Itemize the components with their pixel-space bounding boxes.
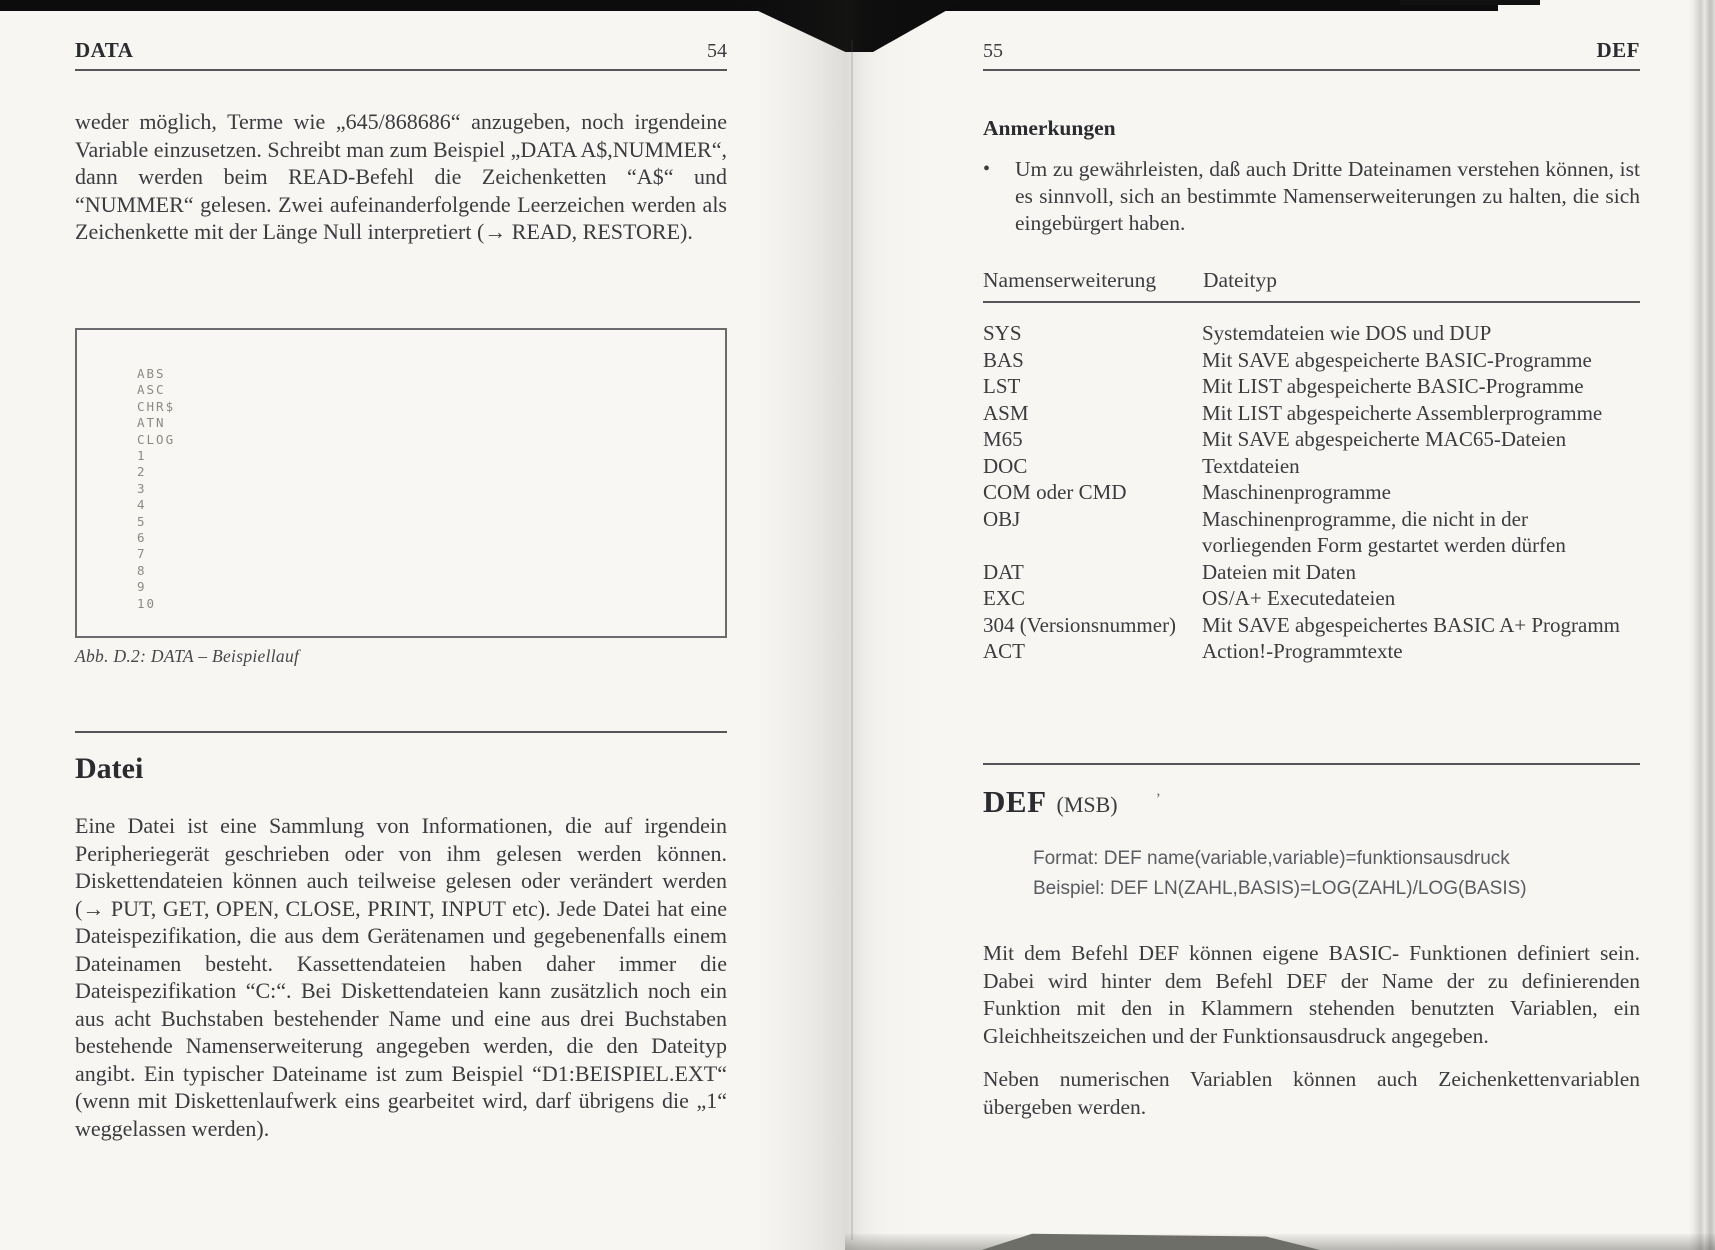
notes-heading: Anmerkungen [983, 116, 1116, 140]
listing-line: 6 [137, 530, 147, 546]
section-divider [75, 731, 727, 733]
def-paragraph-1: Mit dem Befehl DEF können eigene BASIC- Funktionen definiert sein. Dabei wird hinter dem Befehl DEF der Name der zu definierenden Funktion mit den in Klammern stehenden benutzten Variablen, ein Gleichheitszeichen und der Funktionsausdruck angegeben. [983, 941, 1640, 1048]
right-page-header [983, 38, 1640, 71]
listing-line: 4 [137, 497, 147, 513]
left-running-title: DATA [75, 38, 134, 62]
column-header-filetype: Dateityp [1203, 268, 1278, 292]
figure-listing [137, 366, 725, 612]
page-gutter-shadow [755, 0, 930, 1250]
def-paragraph-2: Neben numerischen Variablen können auch Zeichenkettenvariablen übergeben werden. [983, 1067, 1640, 1119]
table-row [983, 479, 1640, 506]
listing-line: 8 [137, 562, 147, 578]
table-row [983, 373, 1640, 400]
table-row [983, 559, 1640, 586]
listing-line: 9 [137, 579, 147, 595]
listing-line: ASC [137, 382, 166, 398]
table-row [983, 612, 1640, 639]
table-row [983, 400, 1640, 427]
def-command-heading [983, 784, 1640, 820]
table-cell-extension: 304 (Versionsnummer) [983, 612, 1177, 637]
table-cell-extension: DAT [983, 559, 1024, 584]
table-cell-filetype: Mit LIST abgespeicherte BASIC-Programme [1202, 374, 1584, 398]
page-stack-edge [1689, 0, 1715, 1250]
table-cell-filetype: Textdateien [1202, 453, 1300, 478]
table-row [983, 506, 1640, 559]
table-cell-filetype: Mit SAVE abgespeicherte BASIC-Programme [1202, 347, 1592, 372]
listing-line: 2 [137, 464, 147, 480]
table-cell-extension: LST [983, 374, 1021, 398]
table-cell-filetype: Systemdateien wie DOS und DUP [1202, 321, 1492, 345]
listing-line: 3 [137, 480, 147, 496]
table-row [983, 426, 1640, 453]
listing-line: ATN [137, 415, 166, 431]
table-cell-extension: ASM [983, 400, 1029, 425]
left-page [75, 0, 727, 1250]
table-row [983, 320, 1640, 347]
table-cell-extension: DOC [983, 453, 1028, 478]
left-page-number: 54 [707, 40, 727, 62]
table-cell-filetype: Mit SAVE abgespeicherte MAC65-Dateien [1202, 427, 1567, 451]
listing-line: CLOG [137, 431, 176, 447]
command-syntax [1033, 844, 1690, 904]
table-cell-extension: M65 [983, 427, 1023, 451]
bullet-icon: • [983, 158, 991, 180]
right-page [983, 0, 1640, 1250]
table-cell-extension: BAS [983, 347, 1024, 372]
command-name: DEF [983, 784, 1047, 819]
table-cell-extension: ACT [983, 639, 1025, 663]
notes-bullet-item [983, 156, 1640, 237]
datei-paragraph: Eine Datei ist eine Sammlung von Informationen, die auf irgendein Peripheriegerät geschrieben oder von ihm gelesen werden können. Diskettendateien können auch teilweise gelesen oder verändert werden (→ PUT, GET, OPEN, CLOSE, PRINT, INPUT etc). Jede Datei hat eine Dateispezifikation, die aus dem Gerätenamen und gegebenenfalls einem Dateinamen besteht. Kassettendateien haben daher immer die Dateispezifikation “C:“. Bei Diskettendateien kann zusätzlich noch ein aus acht Buchstaben bestehender Name und eine aus drei Buchstaben bestehende Namenserweiterung angegeben werden, die den Dateityp angibt. Ein typischer Dateiname ist zum Beispiel “D1:BEISPIEL.EXT“ (wenn mit Diskettenlaufwerk eins gearbeitet wird, darf übrigens die „1“ weggelassen werden). [75, 813, 727, 1141]
table-cell-filetype: Maschinenprogramme, die nicht in der vorliegenden Form gestartet werden dürfen [1202, 506, 1566, 557]
extension-table-body [983, 320, 1640, 665]
table-cell-filetype: Mit LIST abgespeicherte Assemblerprogramme [1202, 400, 1603, 425]
listing-line: 10 [137, 595, 157, 611]
example-line: Beispiel: DEF LN(ZAHL,BASIS)=LOG(ZAHL)/LOG(BASIS) [1033, 878, 1527, 899]
table-row [983, 453, 1640, 480]
notes-bullet-text: Um zu gewährleisten, daß auch Dritte Dateinamen verstehen können, ist es sinnvoll, sich an bestimmte Namenserweiterungen zu halten, die sich eingebürgert haben. [1015, 157, 1640, 235]
listing-line: 7 [137, 546, 147, 562]
scan-stray-mark: ’ [1155, 791, 1161, 808]
section-heading-datei: Datei [75, 752, 144, 785]
listing-line: CHR$ [137, 398, 176, 414]
left-page-header [75, 38, 727, 71]
table-row [983, 638, 1640, 665]
def-section-divider [983, 763, 1640, 765]
listing-line: 5 [137, 513, 147, 529]
table-cell-filetype: Action!-Programmtexte [1202, 639, 1403, 663]
table-cell-extension: SYS [983, 321, 1022, 345]
table-cell-extension: EXC [983, 586, 1025, 610]
figure-caption: Abb. D.2: DATA – Beispiellauf [75, 646, 300, 666]
table-cell-filetype: OS/A+ Executedateien [1202, 586, 1396, 610]
table-cell-filetype: Mit SAVE abgespeichertes BASIC A+ Programm [1202, 612, 1621, 637]
right-page-number: 55 [983, 40, 1003, 62]
listing-line: ABS [137, 366, 166, 381]
format-line: Format: DEF name(variable,variable)=funktionsausdruck [1033, 848, 1510, 869]
page-fold-line [851, 40, 853, 1240]
table-row [983, 347, 1640, 374]
extension-table-header [983, 268, 1640, 303]
table-cell-filetype: Dateien mit Daten [1202, 559, 1356, 584]
right-running-title: DEF [1596, 38, 1640, 62]
column-header-extension: Namenserweiterung [983, 268, 1157, 292]
table-row [983, 585, 1640, 612]
command-qualifier: (MSB) [1056, 792, 1118, 817]
table-cell-filetype: Maschinenprogramme [1202, 480, 1391, 504]
table-cell-extension: COM oder CMD [983, 480, 1127, 504]
table-cell-extension: OBJ [983, 506, 1021, 531]
intro-paragraph: weder möglich, Terme wie „645/868686“ anzugeben, noch irgendeine Variable einzusetzen. Schreibt man zum Beispiel „DATA A$,NUMMER“, dann werden beim READ-Befehl die Zeichenketten “A$“ und “NUMMER“ gelesen. Zwei aufeinanderfolgende Leerzeichen werden als Zeichenkette mit der Länge Null interpretiert (→ READ, RESTORE). [75, 109, 727, 244]
figure-frame [75, 328, 727, 638]
listing-line: 1 [137, 448, 147, 464]
